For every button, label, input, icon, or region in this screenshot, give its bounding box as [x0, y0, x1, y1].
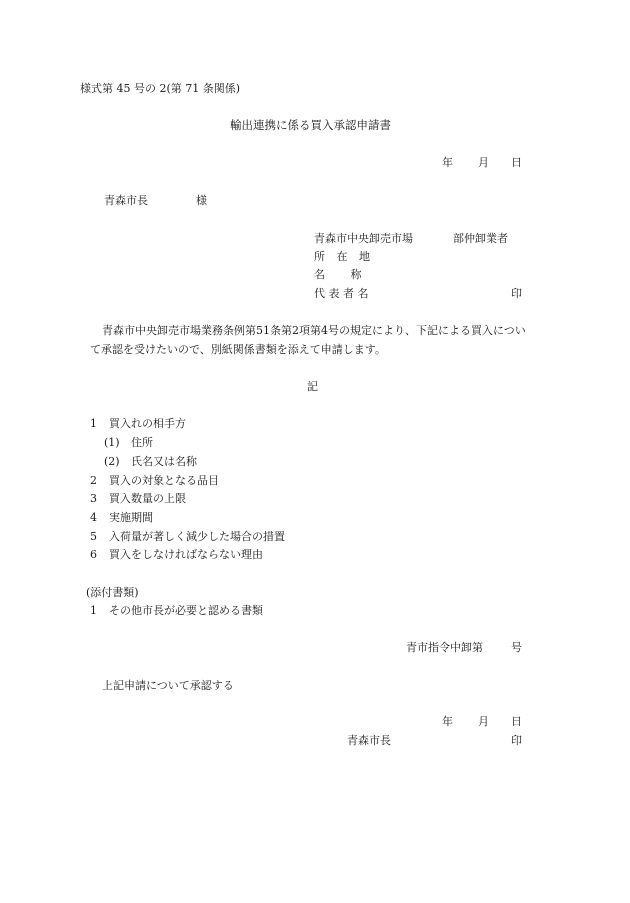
- attachment-number: 1: [90, 604, 97, 617]
- item-number: 6: [90, 548, 97, 561]
- form-number: 様式第 45 号の 2(第 71 条関係): [80, 82, 241, 95]
- approval-ref-prefix: 青市指令中卸第: [406, 641, 483, 654]
- item-number: 1: [90, 417, 97, 430]
- item-text: 入荷量が著しく減少した場合の措置: [109, 530, 285, 543]
- item-text: 住所: [131, 436, 153, 449]
- body-line-1: 青森市中央卸売市場業務条例第51条第2項第4号の規定により、下記による買入につい: [102, 324, 526, 337]
- name-label: 名 称: [314, 268, 373, 281]
- approval-date-year: 年: [442, 715, 453, 728]
- item-number: 5: [90, 530, 97, 543]
- item-text: 買入れの相手方: [109, 417, 186, 430]
- item-text: 買入数量の上限: [109, 492, 186, 505]
- addressee-name: 青森市長: [104, 194, 148, 207]
- approval-date-day: 日: [511, 715, 522, 728]
- item-number: 2: [90, 474, 97, 487]
- approval-ref-suffix: 号: [511, 641, 522, 654]
- item-number: (2): [104, 455, 120, 468]
- addressee-honorific: 様: [196, 194, 207, 207]
- applicant-role: 部仲卸業者: [453, 232, 508, 245]
- approval-date-month: 月: [478, 715, 489, 728]
- approval-seal: 印: [511, 734, 522, 747]
- attachment-text: その他市長が必要と認める書類: [109, 604, 263, 617]
- date-year: 年: [442, 156, 453, 169]
- item-number: (1): [104, 436, 120, 449]
- representative-label: 代 表 者 名: [314, 287, 369, 300]
- address-label: 所 在 地: [314, 250, 374, 263]
- attachments-heading: (添付書類): [86, 586, 139, 599]
- item-number: 3: [90, 492, 97, 505]
- document-title: 輸出連携に係る買入承認申請書: [230, 118, 391, 132]
- item-text: 実施期間: [109, 511, 153, 524]
- item-text: 買入の対象となる品目: [109, 474, 219, 487]
- item-number: 4: [90, 511, 97, 524]
- body-line-2: て承認を受けたいので、別紙関係書類を添えて申請します。: [90, 343, 386, 356]
- applicant-market: 青森市中央卸売市場: [314, 232, 413, 245]
- applicant-seal: 印: [511, 287, 522, 300]
- item-text: 買入をしなければならない理由: [109, 548, 263, 561]
- date-month: 月: [478, 156, 489, 169]
- approval-issuer: 青森市長: [347, 734, 391, 747]
- date-day: 日: [511, 156, 522, 169]
- ki-heading: 記: [307, 380, 318, 393]
- item-text: 氏名又は名称: [131, 455, 197, 468]
- approval-statement: 上記申請について承認する: [102, 679, 234, 692]
